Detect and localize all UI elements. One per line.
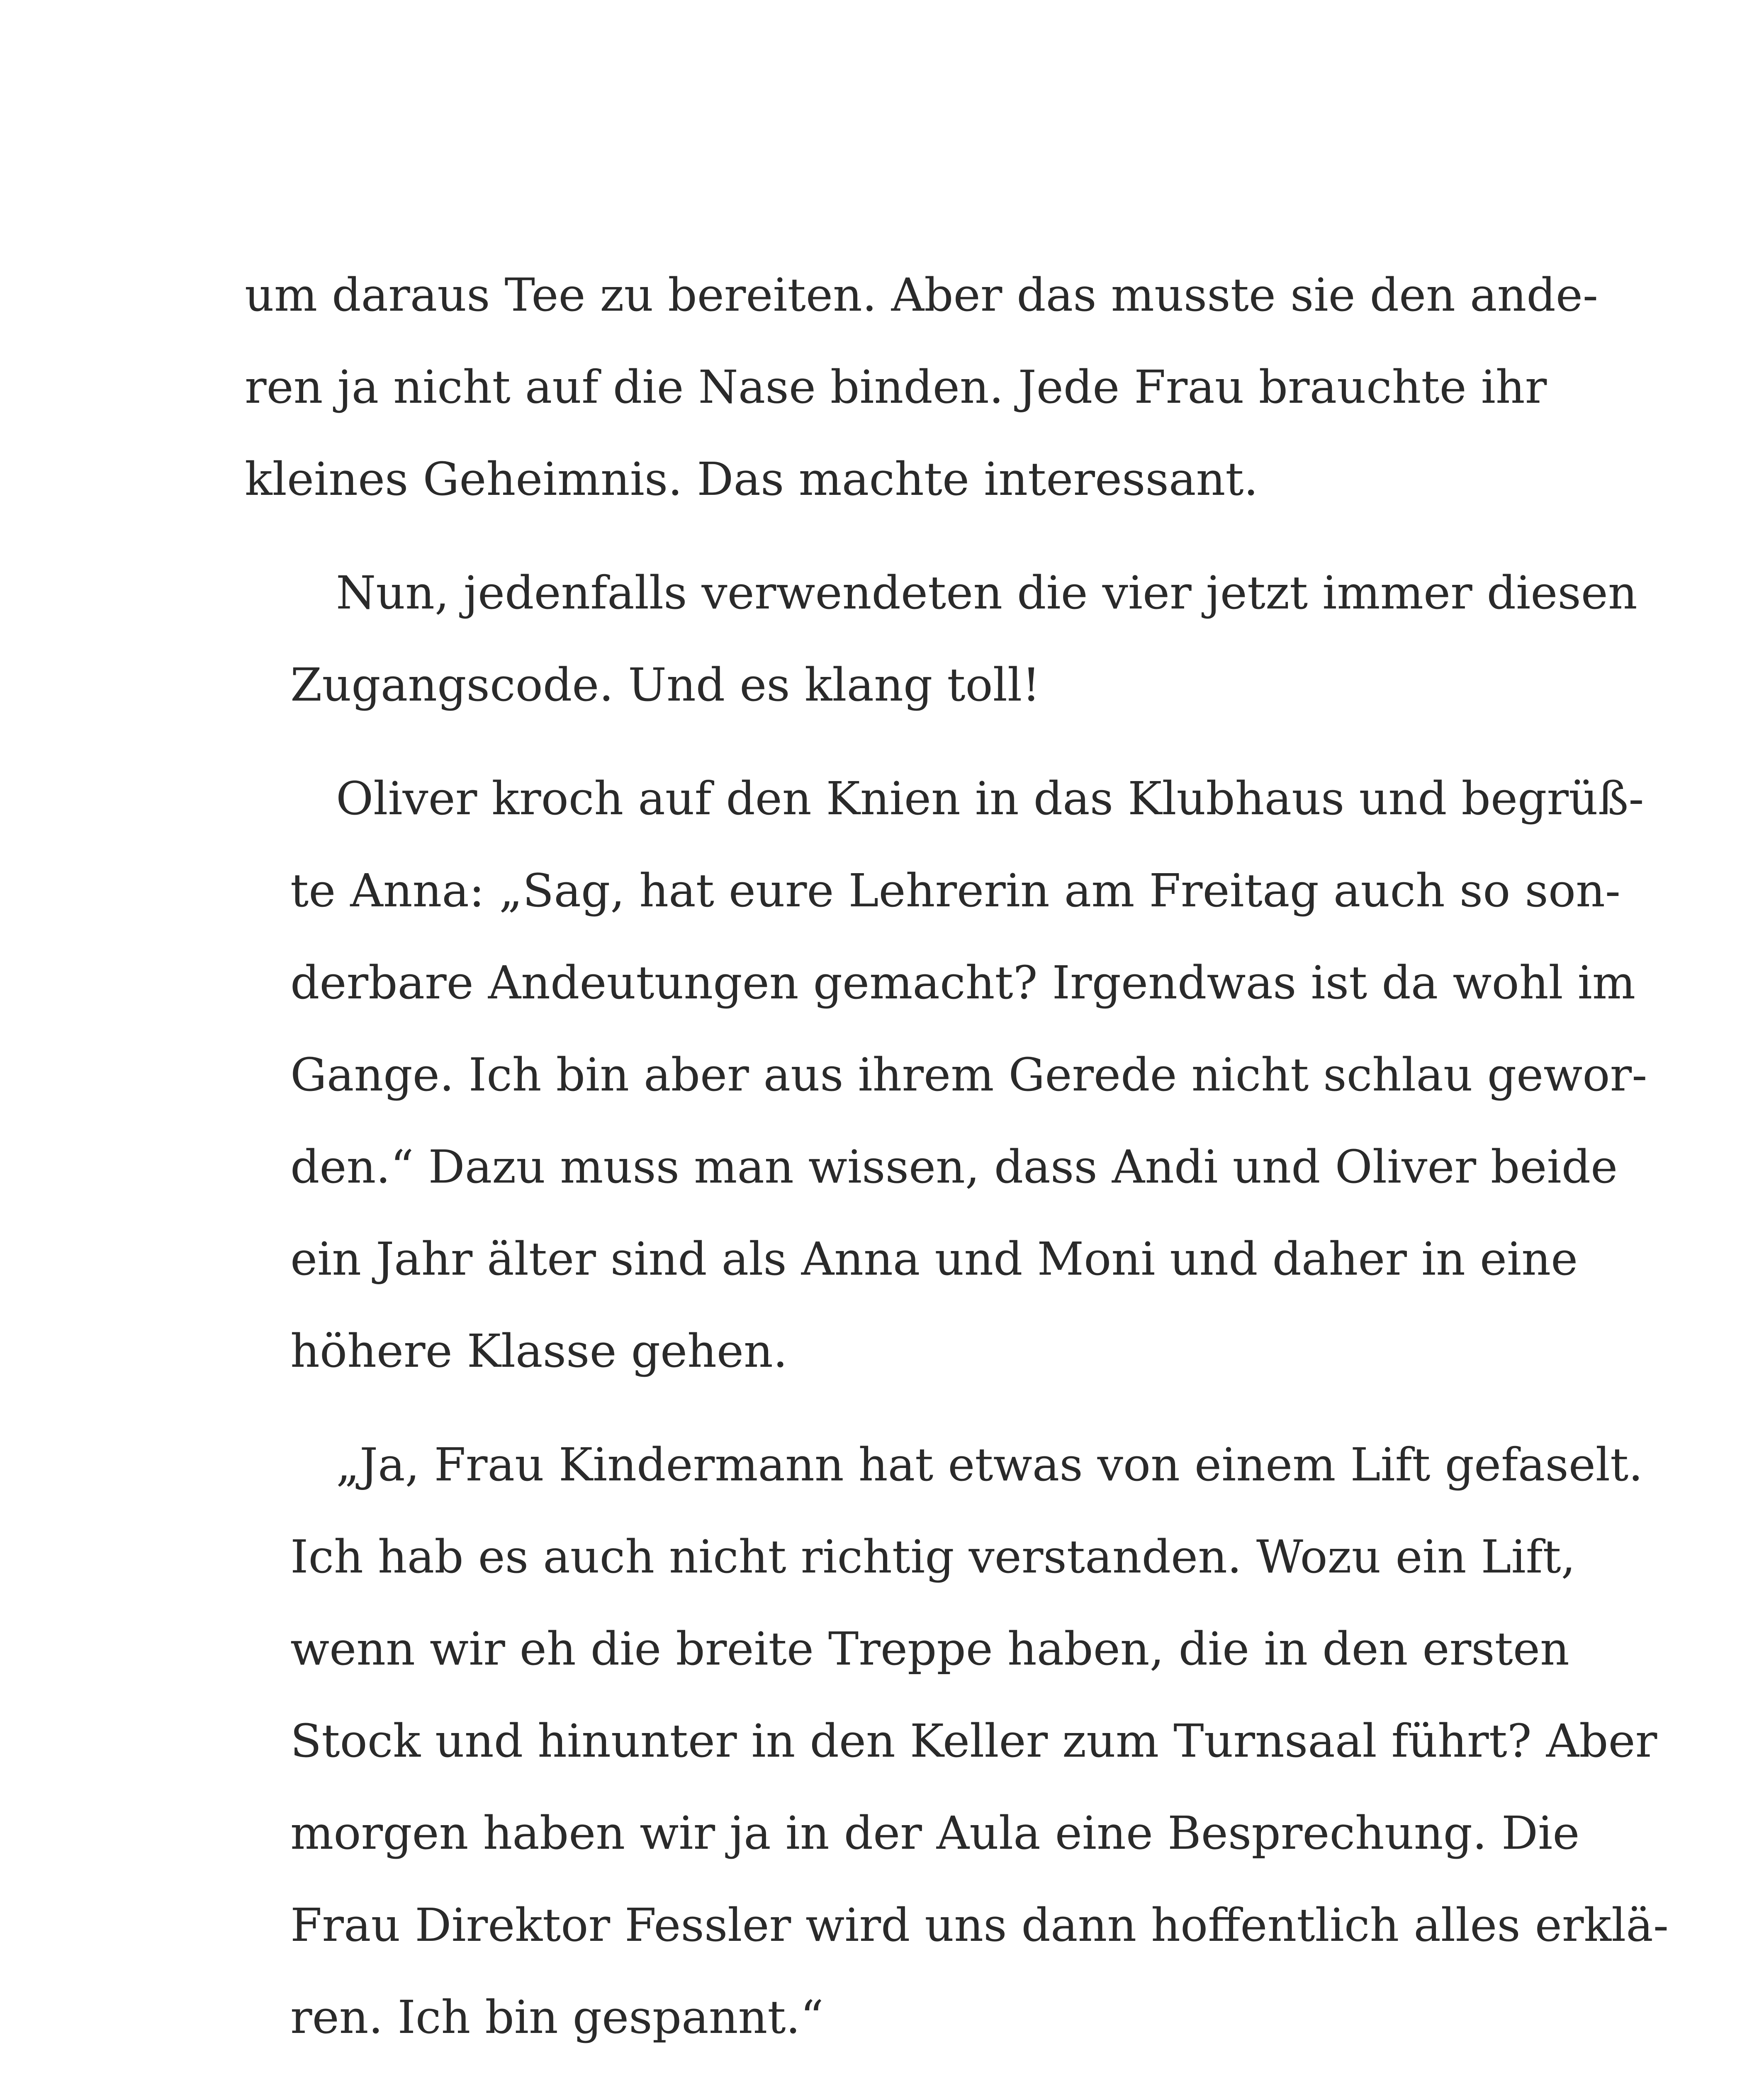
text-line: „Ja, Frau Kindermann hat etwas von einem Lift gefaselt.: [336, 1438, 1643, 1491]
paragraph-2: [245, 547, 1637, 731]
text-line: te Anna: „Sag, hat eure Lehrerin am Freitag auch so son-: [290, 864, 1621, 917]
paragraph-4: [245, 1419, 1669, 2063]
text-line: morgen haben wir ja in der Aula eine Besprechung. Die: [290, 1806, 1580, 1860]
text-line: um daraus Tee zu bereiten. Aber das musste sie den ande-: [245, 268, 1599, 321]
text-line: ein Jahr älter sind als Anna und Moni und daher in eine: [290, 1232, 1578, 1285]
text-line: Ich hab es auch nicht richtig verstanden. Wozu ein Lift,: [290, 1530, 1576, 1583]
text-line: kleines Geheimnis. Das machte interessant.: [245, 453, 1258, 506]
text-line: Stock und hinunter in den Keller zum Turnsaal führt? Aber: [290, 1714, 1657, 1767]
text-line: ren ja nicht auf die Nase binden. Jede Frau brauchte ihr: [245, 360, 1547, 414]
text-line: wenn wir eh die breite Treppe haben, die in den ersten: [290, 1622, 1569, 1675]
text-line: Gange. Ich bin aber aus ihrem Gerede nicht schlau gewor-: [290, 1048, 1647, 1101]
text-line: ren. Ich bin gespannt.“: [290, 1991, 824, 2044]
text-line: den.“ Dazu muss man wissen, dass Andi und Oliver beide: [290, 1140, 1618, 1193]
body-text: [245, 249, 1669, 2074]
paragraph-1: [245, 249, 1599, 525]
text-line: Zugangscode. Und es klang toll!: [290, 658, 1041, 711]
text-line: Oliver kroch auf den Knien in das Klubhaus und begrüß-: [336, 772, 1644, 825]
text-line: Frau Direktor Fessler wird uns dann hoffentlich alles erklä-: [290, 1899, 1669, 1952]
text-line: höhere Klasse gehen.: [290, 1324, 788, 1378]
paragraph-3: [245, 752, 1647, 1397]
text-line: Nun, jedenfalls verwendeten die vier jetzt immer diesen: [336, 566, 1637, 619]
text-line: derbare Andeutungen gemacht? Irgendwas ist da wohl im: [290, 956, 1636, 1009]
